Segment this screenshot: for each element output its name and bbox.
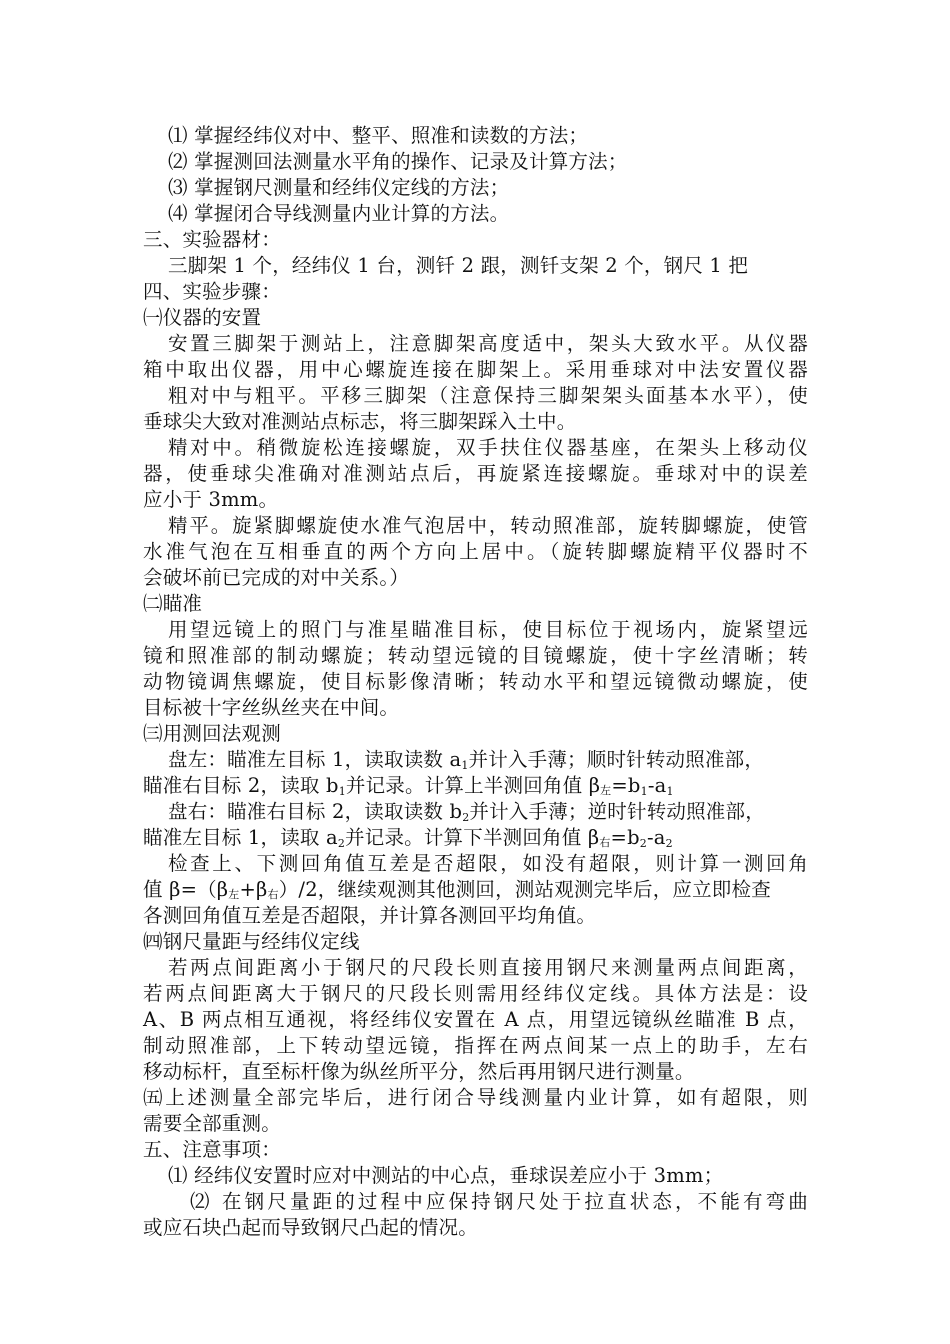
note-2: ⑵ 在钢尺量距的过程中应保持钢尺处于拉直状态，不能有弯曲 xyxy=(190,1190,808,1213)
paragraph-line: 各测回角值互差是否超限，并计算各测回平均角值。 xyxy=(143,904,597,927)
paragraph-line: 瞄准左目标 1，读取 $a_2$并记录。计算下半测回角值 β右$=b_2-a_2$ xyxy=(143,826,673,850)
paragraph-line: 水准气泡在互相垂直的两个方向上居中。（旋转脚螺旋精平仪器时不 xyxy=(143,540,808,563)
note-2-continued: 或应石块凸起而导致钢尺凸起的情况。 xyxy=(143,1216,478,1239)
section-heading-equipment: 三、实验器材： xyxy=(143,228,281,251)
paragraph-line: 精对中。稍微旋松连接螺旋，双手扶住仪器基座，在架头上移动仪 xyxy=(168,436,808,459)
paragraph-line: 应小于 3mm。 xyxy=(143,488,279,511)
paragraph-line: 盘左：瞄准左目标 1，读取读数 $a_1$并计入手薄；顺时针转动照准部， xyxy=(168,748,765,772)
paragraph-line: 箱中取出仪器，用中心螺旋连接在脚架上。采用垂球对中法安置仪器 xyxy=(143,358,808,381)
subheading-taping: ㈣钢尺量距与经纬仪定线 xyxy=(143,930,360,953)
section-heading-steps: 四、实验步骤： xyxy=(143,280,281,303)
paragraph-line: 盘右：瞄准右目标 2，读取读数 $b_2$并计入手薄；逆时针转动照准部， xyxy=(168,800,765,824)
paragraph-line: 若两点间距离大于钢尺的尺段长则需用经纬仪定线。具体方法是：设 xyxy=(143,982,808,1005)
paragraph-line: 目标被十字丝纵丝夹在中间。 xyxy=(143,696,400,719)
paragraph-line: 需要全部重测。 xyxy=(143,1112,281,1135)
paragraph-line: 用望远镜上的照门与准星瞄准目标，使目标位于视场内，旋紧望远 xyxy=(168,618,808,641)
note-1: ⑴ 经纬仪安置时应对中测站的中心点，垂球误差应小于 3mm； xyxy=(168,1164,724,1187)
objective-4: ⑷ 掌握闭合导线测量内业计算的方法。 xyxy=(168,202,510,225)
objective-1: ⑴ 掌握经纬仪对中、整平、照准和读数的方法； xyxy=(168,124,589,147)
paragraph-line: 检查上、下测回角值互差是否超限，如没有超限，则计算一测回角 xyxy=(168,852,808,875)
section-heading-notes: 五、注意事项： xyxy=(143,1138,281,1161)
subheading-computation: ㈤上述测量全部完毕后，进行闭合导线测量内业计算，如有超限，则 xyxy=(143,1086,808,1109)
paragraph-line: 会破坏前已完成的对中关系。） xyxy=(143,566,410,589)
paragraph-line: 值 β=（β左+β右）/2，继续观测其他测回，测站观测完毕后，应立即检查 xyxy=(143,878,771,901)
paragraph-line: 移动标杆，直至标杆像为纵丝所平分，然后再用钢尺进行测量。 xyxy=(143,1060,695,1083)
paragraph-line: 器，使垂球尖准确对准测站点后，再旋紧连接螺旋。垂球对中的误差 xyxy=(143,462,808,485)
paragraph-line: 精平。旋紧脚螺旋使水准气泡居中，转动照准部，旋转脚螺旋，使管 xyxy=(168,514,808,537)
paragraph-line: 垂球尖大致对准测站点标志，将三脚架踩入土中。 xyxy=(143,410,577,433)
paragraph-line: 动物镜调焦螺旋，使目标影像清晰；转动水平和望远镜微动螺旋，使 xyxy=(143,670,808,693)
paragraph-line: 瞄准右目标 2，读取 $b_1$并记录。计算上半测回角值 β左$=b_1-a_1$ xyxy=(143,774,674,798)
paragraph-line: 若两点间距离小于钢尺的尺段长则直接用钢尺来测量两点间距离， xyxy=(168,956,808,979)
equipment-list: 三脚架 1 个，经纬仪 1 台，测钎 2 跟，测钎支架 2 个，钢尺 1 把 xyxy=(168,254,749,277)
subheading-setup: ㈠仪器的安置 xyxy=(143,306,262,329)
subheading-sighting: ㈡瞄准 xyxy=(143,592,203,615)
paragraph-line: 制动照准部，上下转动望远镜，指挥在两点间某一点上的助手，左右 xyxy=(143,1034,808,1057)
paragraph-line: 粗对中与粗平。平移三脚架（注意保持三脚架架头面基本水平），使 xyxy=(168,384,808,407)
paragraph-line: 安置三脚架于测站上，注意脚架高度适中，架头大致水平。从仪器 xyxy=(168,332,808,355)
subheading-observation: ㈢用测回法观测 xyxy=(143,722,281,745)
objective-3: ⑶ 掌握钢尺测量和经纬仪定线的方法； xyxy=(168,176,510,199)
paragraph-line: A、B 两点相互通视，将经纬仪安置在 A 点，用望远镜纵丝瞄准 B 点， xyxy=(143,1008,808,1031)
paragraph-line: 镜和照准部的制动螺旋；转动望远镜的目镜螺旋，使十字丝清晰；转 xyxy=(143,644,808,667)
objective-2: ⑵ 掌握测回法测量水平角的操作、记录及计算方法； xyxy=(168,150,628,173)
